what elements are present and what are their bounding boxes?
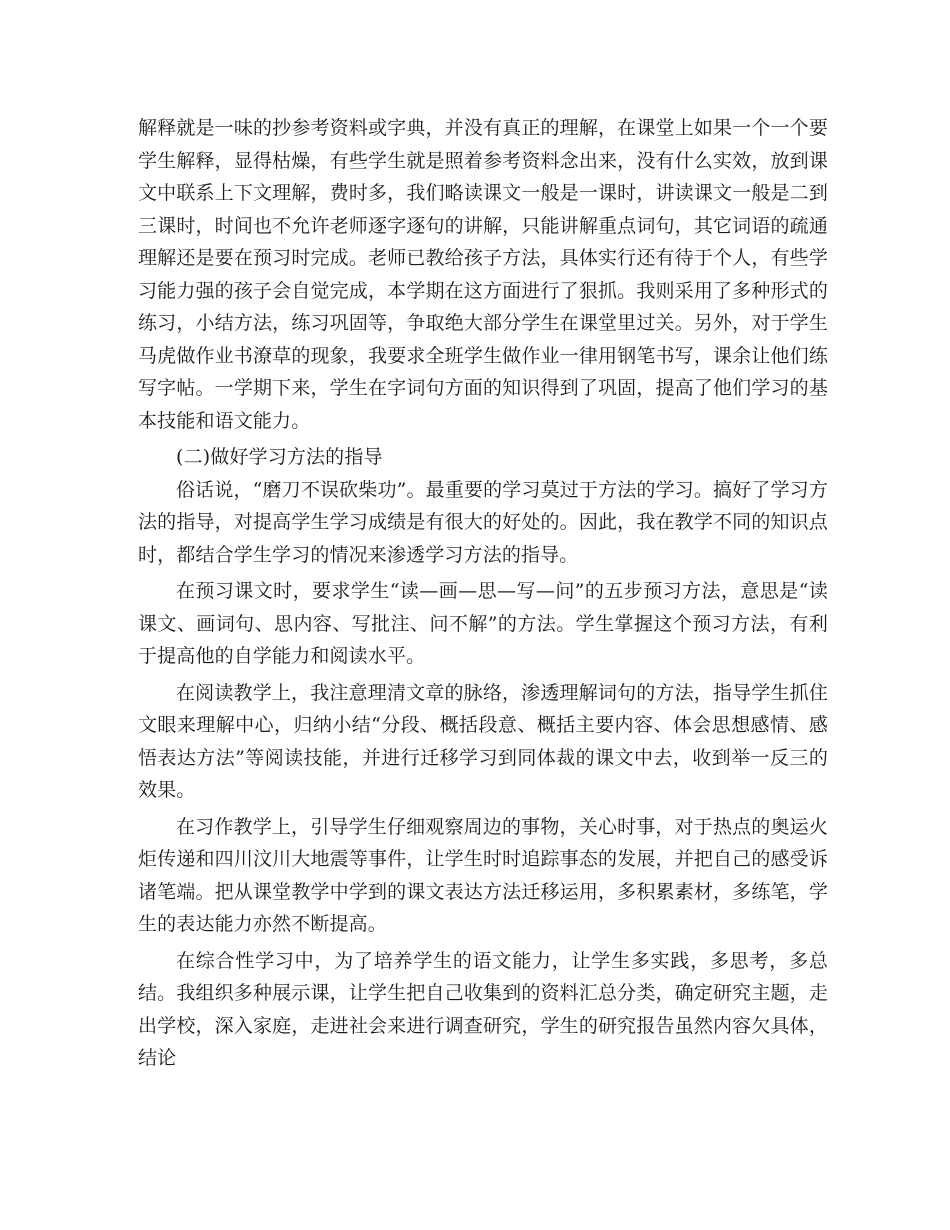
- paragraph-reading-teaching: 在阅读教学上，我注意理清文章的脉络，渗透理解词句的方法，指导学生抓住文眼来理解中心，归纳小结“分段、概括段意、概括主要内容、体会思想感情、感悟表达方法”等阅读技能，并进行迁移学习到同体裁的课文中去，收到举一反三的效果。: [138, 681, 828, 801]
- document-body: [138, 112, 828, 1075]
- paragraph-writing-teaching: 在习作教学上，引导学生仔细观察周边的事物，关心时事，对于热点的奥运火炬传递和四川汶川大地震等事件，让学生时时追踪事态的发展，并把自己的感受诉诸笔端。把从课堂教学中学到的课文表达方法迁移运用，多积累素材，多练笔，学生的表达能力亦然不断提高。: [138, 815, 828, 935]
- paragraph-method-importance: 俗话说，“磨刀不误砍柴功”。最重要的学习莫过于方法的学习。搞好了学习方法的指导，对提高学生学习成绩是有很大的好处的。因此，我在教学不同的知识点时，都结合学生学习的情况来渗透学习方法的指导。: [138, 478, 828, 566]
- section-heading-method-guidance: (二)做好学习方法的指导: [176, 446, 383, 468]
- paragraph-preview-method: 在预习课文时，要求学生“读—画—思—写—问”的五步预习方法，意思是“读课文、画词句、思内容、写批注、问不解”的方法。学生掌握这个预习方法，有利于提高他的自学能力和阅读水平。: [138, 580, 828, 667]
- paragraph-comprehensive-learning: 在综合性学习中，为了培养学生的语文能力，让学生多实践，多思考，多总结。我组织多种展示课，让学生把自己收集到的资料汇总分类，确定研究主题，走出学校，深入家庭，走进社会来进行调查研究，学生的研究报告虽然内容欠具体，结论: [138, 949, 828, 1069]
- paragraph-vocabulary-practice: 解释就是一味的抄参考资料或字典，并没有真正的理解，在课堂上如果一个一个要学生解释，显得枯燥，有些学生就是照着参考资料念出来，没有什么实效，放到课文中联系上下文理解，费时多，我们略读课文一般是一课时，讲读课文一般是二到三课时，时间也不允许老师逐字逐句的讲解，只能讲解重点词句，其它词语的疏通理解还是要在预习时完成。老师已教给孩子方法，具体实行还有待于个人，有些学习能力强的孩子会自觉完成，本学期在这方面进行了狠抓。我则采用了多种形式的练习，小结方法，练习巩固等，争取绝大部分学生在课堂里过关。另外，对于学生马虎做作业书潦草的现象，我要求全班学生做作业一律用钢笔书写，课余让他们练写字帖。一学期下来，学生在字词句方面的知识得到了巩固，提高了他们学习的基本技能和语文能力。: [138, 117, 828, 432]
